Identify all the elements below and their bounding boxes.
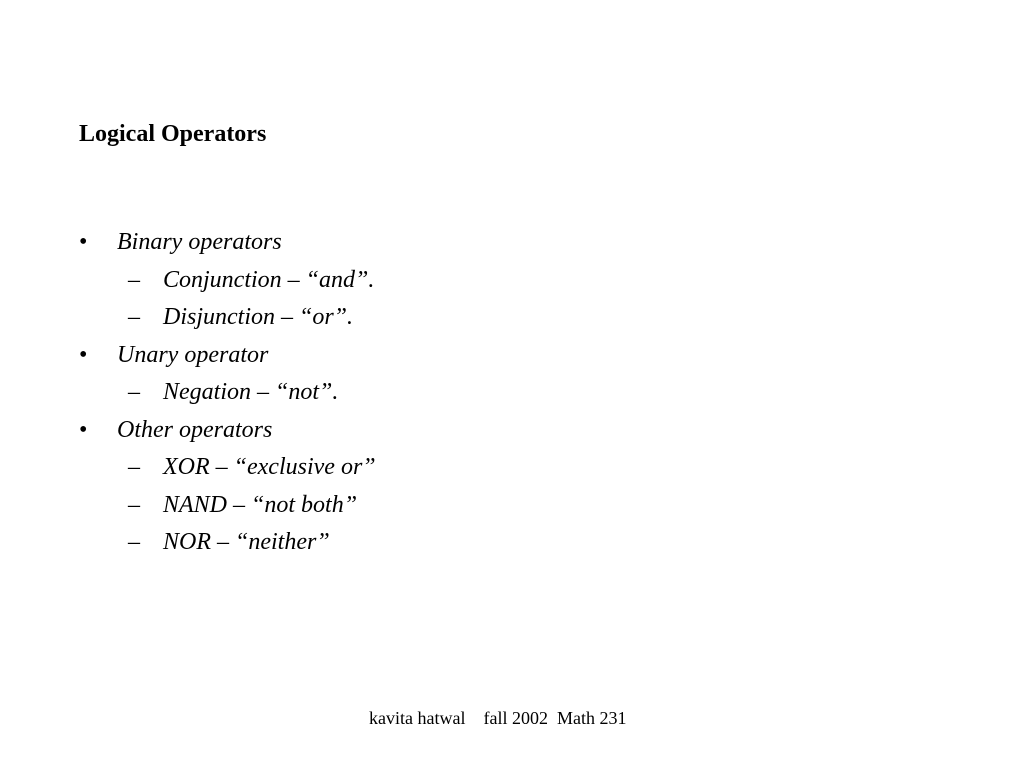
bullet-text: Binary operators bbox=[117, 229, 282, 255]
sub-item-text: Negation – “not”. bbox=[163, 379, 339, 405]
sub-item bbox=[79, 374, 939, 412]
sub-item bbox=[79, 449, 939, 487]
dash-icon: – bbox=[128, 454, 140, 480]
dash-icon: – bbox=[128, 304, 140, 330]
sub-item-text: NAND – “not both” bbox=[163, 491, 358, 518]
sub-item-text: NOR – “neither” bbox=[163, 529, 330, 555]
bullet-icon: • bbox=[79, 341, 88, 368]
bullet-icon: • bbox=[79, 416, 88, 443]
bullet-item bbox=[79, 412, 939, 450]
dash-icon: – bbox=[128, 491, 140, 518]
bullet-list bbox=[79, 224, 939, 562]
sub-item bbox=[79, 487, 939, 525]
dash-icon: – bbox=[128, 529, 140, 555]
sub-item bbox=[79, 262, 939, 300]
bullet-icon: • bbox=[79, 229, 88, 255]
slide-title: Logical Operators bbox=[79, 121, 267, 147]
sub-item-text: XOR – “exclusive or” bbox=[163, 454, 376, 480]
bullet-text: Other operators bbox=[117, 416, 273, 443]
dash-icon: – bbox=[128, 266, 140, 293]
slide-footer: kavita hatwal fall 2002 Math 231 bbox=[369, 708, 627, 728]
sub-item bbox=[79, 299, 939, 337]
bullet-item bbox=[79, 337, 939, 375]
bullet-text: Unary operator bbox=[117, 341, 269, 368]
sub-item-text: Conjunction – “and”. bbox=[163, 266, 375, 293]
sub-item bbox=[79, 524, 939, 562]
dash-icon: – bbox=[128, 379, 140, 405]
sub-item-text: Disjunction – “or”. bbox=[163, 304, 354, 330]
bullet-item bbox=[79, 224, 939, 262]
